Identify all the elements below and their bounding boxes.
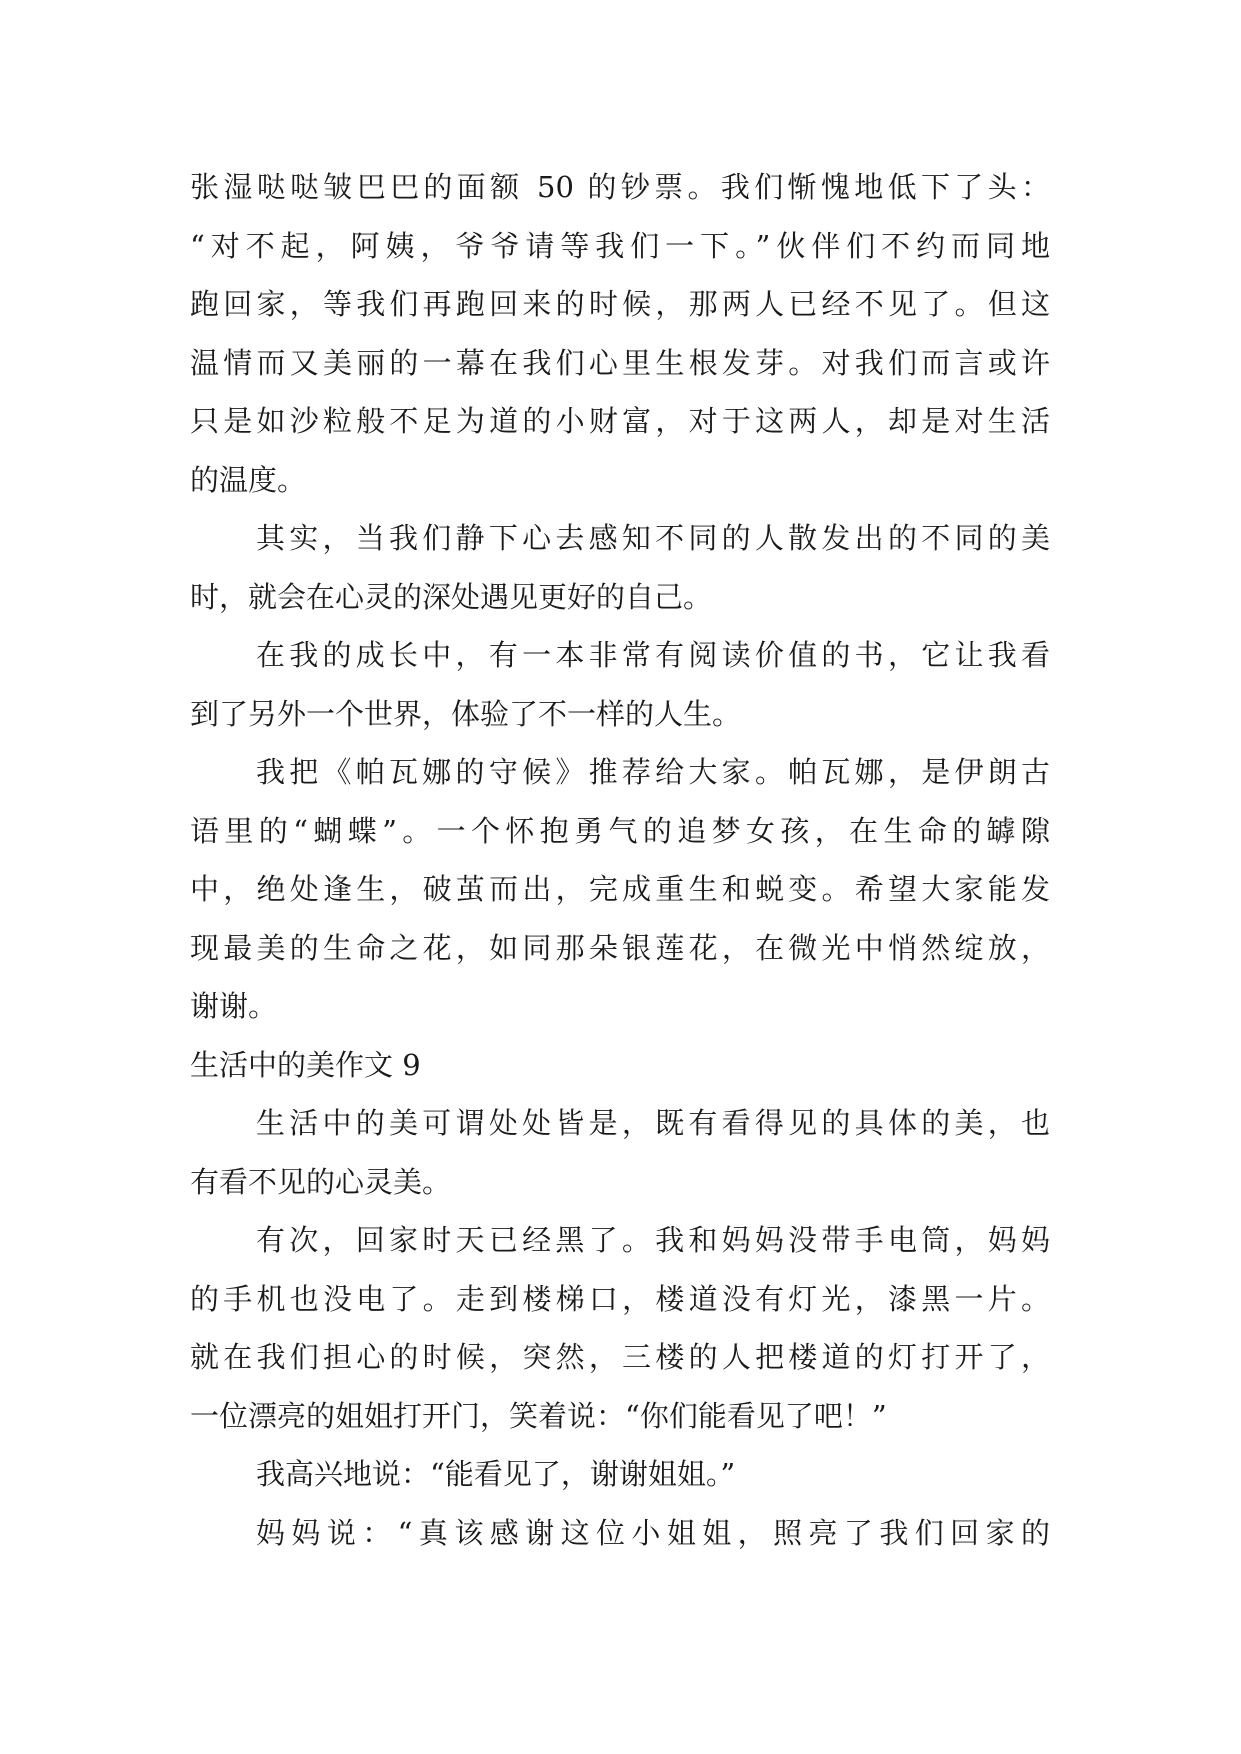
text-line: 在我的成长中，有一本非常有阅读价值的书，它让我看 <box>256 638 1050 672</box>
text-line: 中，绝处逢生，破茧而出，完成重生和蜕变。希望大家能发 <box>190 872 1050 906</box>
text-line: 生活中的美可谓处处皆是，既有看得见的具体的美，也 <box>256 1106 1050 1140</box>
text-line: 只是如沙粒般不足为道的小财富，对于这两人，却是对生活 <box>190 404 1050 438</box>
document-page <box>190 158 1050 1562</box>
text-line: 其实，当我们静下心去感知不同的人散发出的不同的美 <box>256 521 1050 555</box>
text-line: 有看不见的心灵美。 <box>190 1164 452 1199</box>
text-line: 就在我们担心的时候，突然，三楼的人把楼道的灯打开了， <box>190 1340 1050 1374</box>
text-line: 我高兴地说：“能看见了，谢谢姐姐。” <box>256 1457 736 1491</box>
text-line: 现最美的生命之花，如同那朵银莲花，在微光中悄然绽放， <box>190 930 1050 965</box>
text-line: 妈妈说：“真该感谢这位小姐姐，照亮了我们回家的 <box>256 1515 1050 1550</box>
text-line: 有次，回家时天已经黑了。我和妈妈没带手电筒，妈妈 <box>256 1223 1050 1257</box>
text-line: 语里的“蝴蝶”。一个怀抱勇气的追梦女孩，在生命的罅隙 <box>190 813 1050 848</box>
text-line: 谢谢。 <box>190 989 278 1023</box>
text-line: 到了另外一个世界，体验了不一样的人生。 <box>190 696 742 731</box>
text-line: 时，就会在心灵的深处遇见更好的自己。 <box>190 579 713 614</box>
text-line: 生活中的美作文 9 <box>190 1047 421 1082</box>
text-line: 一位漂亮的姐姐打开门，笑着说：“你们能看见了吧！” <box>190 1398 887 1433</box>
text-line: “对不起，阿姨，爷爷请等我们一下。”伙伴们不约而同地 <box>190 228 1050 263</box>
text-line: 温情而又美丽的一幕在我们心里生根发芽。对我们而言或许 <box>190 345 1050 380</box>
text-line: 跑回家，等我们再跑回来的时候，那两人已经不见了。但这 <box>190 287 1050 321</box>
text-line: 的手机也没电了。走到楼梯口，楼道没有灯光，漆黑一片。 <box>190 1281 1050 1316</box>
text-line: 我把《帕瓦娜的守候》推荐给大家。帕瓦娜，是伊朗古 <box>256 755 1050 789</box>
text-line: 张湿哒哒皱巴巴的面额 50 的钞票。我们惭愧地低下了头： <box>190 170 1050 204</box>
text-line: 的温度。 <box>190 462 307 497</box>
